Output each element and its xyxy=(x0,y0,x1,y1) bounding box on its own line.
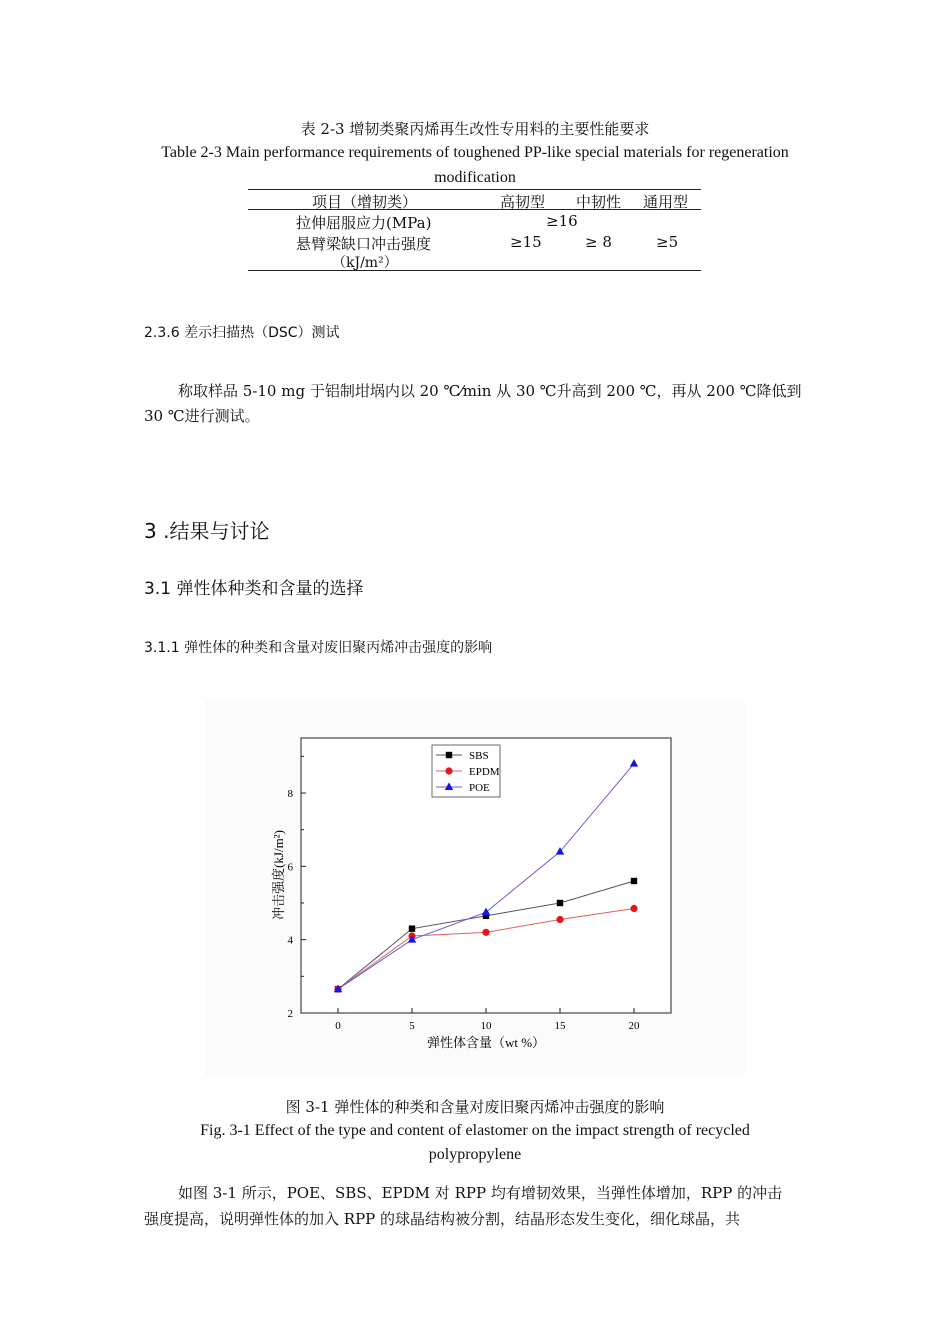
table-row2-label-line2: （kJ/m²） xyxy=(332,255,398,271)
x-tick-label: 0 xyxy=(335,1020,341,1032)
table-header-medium: 中韧性 xyxy=(576,193,622,211)
data-point-epdm xyxy=(556,916,563,923)
table-row2-label-line1: 悬臂梁缺口冲击强度 xyxy=(296,235,432,253)
y-tick-label: 2 xyxy=(287,1008,293,1020)
table-top-rule xyxy=(248,189,701,190)
table-caption-en-line1: Table 2-3 Main performance requirements of toughened PP-like special materials for regeneration xyxy=(161,144,789,161)
table-header-general: 通用型 xyxy=(643,193,689,211)
section-2-3-6-para-line2: 30 ℃进行测试。 xyxy=(144,407,260,425)
section-2-3-6-title: 2.3.6 差示扫描热（DSC）测试 xyxy=(144,325,340,341)
figure-caption-cn: 图 3-1 弹性体的种类和含量对废旧聚丙烯冲击强度的影响 xyxy=(285,1098,665,1116)
table-header-item: 项目（增韧类） xyxy=(312,193,418,211)
y-tick-label: 6 xyxy=(287,861,293,874)
discussion-line1: 如图 3-1 所示，POE、SBS、EPDM 对 RPP 均有增韧效果，当弹性体增加，RPP 的冲击 xyxy=(178,1184,783,1202)
section-2-3-6-para-line1: 称取样品 5-10 mg 于铝制坩埚内以 20 ℃⁄min 从 30 ℃升高到 200 ℃，再从 200 ℃降低到 xyxy=(178,382,802,400)
section-3-title: 3 .结果与讨论 xyxy=(144,519,270,543)
x-tick-label: 10 xyxy=(480,1020,492,1032)
impact-strength-chart xyxy=(205,700,745,1075)
y-tick-label: 4 xyxy=(287,934,293,947)
x-tick-label: 15 xyxy=(554,1020,566,1032)
table-caption-en-line2: modification xyxy=(434,169,516,186)
legend-label-poe: POE xyxy=(469,782,490,794)
data-point-sbs xyxy=(631,878,637,884)
legend-label-epdm: EPDM xyxy=(469,766,500,778)
table-row1-value: ≥16 xyxy=(546,212,578,230)
data-point-epdm xyxy=(482,929,489,936)
y-axis-label: 冲击强度(kJ/m²) xyxy=(271,830,286,920)
x-tick-label: 20 xyxy=(628,1020,640,1032)
section-3-1-1-title: 3.1.1 弹性体的种类和含量对废旧聚丙烯冲击强度的影响 xyxy=(144,640,493,656)
legend xyxy=(432,745,500,797)
data-point-sbs xyxy=(409,925,415,931)
data-point-epdm xyxy=(630,905,637,912)
legend-label-sbs: SBS xyxy=(469,750,489,762)
data-point-sbs xyxy=(557,900,563,906)
legend-marker-epdm xyxy=(445,767,452,774)
x-axis-label: 弹性体含量（wt %） xyxy=(426,1035,546,1050)
table-row2-value-general: ≥5 xyxy=(656,233,679,251)
table-row1-label: 拉伸屈服应力(MPa) xyxy=(296,214,432,232)
table-header-high: 高韧型 xyxy=(500,193,546,211)
x-tick-label: 5 xyxy=(409,1020,415,1032)
section-3-1-title: 3.1 弹性体种类和含量的选择 xyxy=(144,579,364,599)
figure-caption-en-line2: polypropylene xyxy=(428,1146,522,1163)
table-row2-value-medium: ≥ 8 xyxy=(585,233,612,251)
table-bottom-rule xyxy=(248,270,701,271)
legend-marker-sbs xyxy=(446,752,452,758)
figure-caption-en-line1: Fig. 3-1 Effect of the type and content of elastomer on the impact strength of recycled xyxy=(200,1122,750,1139)
table-caption-cn: 表 2-3 增韧类聚丙烯再生改性专用料的主要性能要求 xyxy=(300,120,650,138)
discussion-line2: 强度提高，说明弹性体的加入 RPP 的球晶结构被分割，结晶形态发生变化，细化球晶，共 xyxy=(144,1210,741,1228)
table-row2-value-high: ≥15 xyxy=(510,233,542,251)
y-tick-label: 8 xyxy=(287,788,293,800)
